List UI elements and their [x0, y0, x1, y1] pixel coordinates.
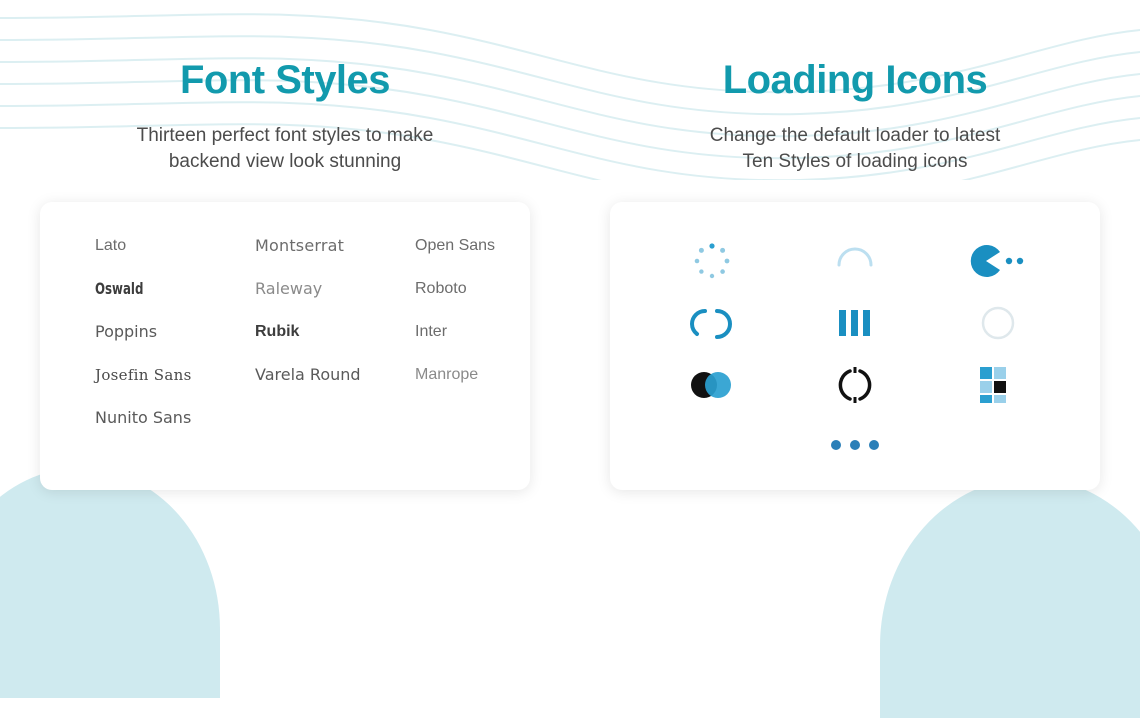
loader-cell-3[interactable]: [963, 230, 1033, 292]
loader-cell-2[interactable]: [820, 230, 890, 292]
loader-cell-1[interactable]: [677, 230, 747, 292]
loading-icons-grid: [640, 230, 1070, 416]
loading-icons-last-row: [640, 416, 1070, 474]
squares-grid-icon: [977, 364, 1019, 406]
loader-cell-5[interactable]: [820, 292, 890, 354]
font-item-rubik[interactable]: Rubik: [255, 322, 300, 340]
bars-icon: [833, 306, 877, 340]
font-styles-subtitle-line-1: Thirteen perfect font styles to make: [136, 125, 434, 146]
crescent-pair-icon: [687, 305, 737, 341]
three-dots-icon: [828, 435, 882, 455]
font-item-montserrat[interactable]: Montserrat: [255, 236, 345, 256]
ring-icon: [979, 304, 1017, 342]
spinner-dots-icon: [692, 241, 732, 281]
arc-spinner-icon: [833, 239, 877, 283]
font-item-lato[interactable]: Lato: [95, 236, 127, 254]
loading-icons-subtitle: [610, 103, 1100, 174]
font-item-varela-round[interactable]: Varela Round: [255, 365, 361, 385]
font-item-josefin-sans[interactable]: Josefin Sans: [95, 365, 192, 384]
font-item-oswald[interactable]: Oswald: [95, 279, 144, 299]
loader-cell-4[interactable]: [677, 292, 747, 354]
font-styles-card: [40, 202, 530, 490]
page-title-loading-icons: Loading Icons: [722, 58, 988, 102]
font-item-raleway[interactable]: Raleway: [255, 279, 323, 299]
loading-icons-section: [570, 0, 1140, 578]
loader-cell-7[interactable]: [677, 354, 747, 416]
loading-icons-subtitle-line-1: Change the default loader to latest: [709, 125, 1001, 146]
font-styles-subtitle-line-2: backend view look stunning: [168, 150, 402, 172]
font-item-manrope[interactable]: Manrope: [415, 365, 479, 383]
loader-cell-6[interactable]: [963, 292, 1033, 354]
font-item-nunito-sans[interactable]: Nunito Sans: [95, 408, 192, 428]
font-item-poppins[interactable]: Poppins: [95, 322, 158, 342]
font-item-inter[interactable]: Inter: [415, 322, 448, 340]
broken-ring-icon: [834, 364, 876, 406]
two-circles-icon: [687, 368, 737, 402]
loading-icons-card: [610, 202, 1100, 490]
font-styles-subtitle: [40, 103, 530, 174]
loader-cell-8[interactable]: [820, 354, 890, 416]
pacman-icon: [969, 244, 1027, 278]
font-list: [95, 236, 496, 428]
page-title-font-styles: Font Styles: [179, 58, 391, 102]
font-styles-section: [0, 0, 570, 578]
loading-icons-subtitle-line-2: Ten Styles of loading icons: [742, 150, 968, 172]
font-item-roboto[interactable]: Roboto: [415, 279, 467, 297]
loader-cell-10[interactable]: [820, 414, 890, 476]
loader-cell-9[interactable]: [963, 354, 1033, 416]
font-item-open-sans[interactable]: Open Sans: [415, 236, 496, 254]
